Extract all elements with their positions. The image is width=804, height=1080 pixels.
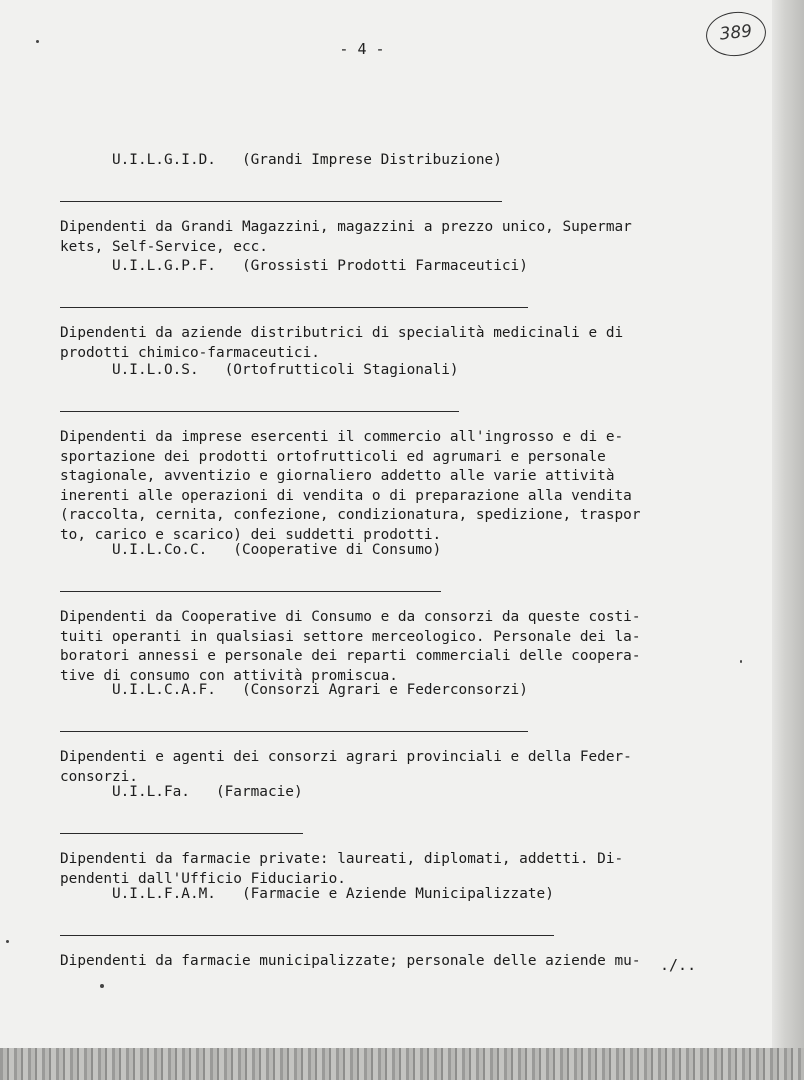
- archive-stamp: 389: [704, 9, 768, 59]
- section-title: (Farmacie e Aziende Municipalizzate): [241, 886, 554, 902]
- body-line: Dipendenti da farmacie private: laureati, diplomati, addetti. Di-: [60, 851, 624, 867]
- scan-speck: [100, 984, 104, 988]
- scan-bottom-strip: [0, 1048, 804, 1080]
- page-number: - 4 -: [339, 40, 385, 58]
- body-line: inerenti alle operazioni di vendita o di preparazione alla vendita: [60, 487, 632, 504]
- body-line: tuiti operanti in qualsiasi settore merceologico. Personale dei la-: [60, 628, 641, 645]
- body-line: Dipendenti da Grandi Magazzini, magazzini a prezzo unico, Supermar: [60, 219, 632, 235]
- section-code: U.I.L.C.A.F.: [111, 682, 216, 698]
- heading-underline: [60, 731, 528, 733]
- heading-underline: [60, 411, 459, 413]
- section-uilgid: [60, 136, 720, 257]
- section-title: (Consorzi Agrari e Federconsorzi): [241, 682, 528, 698]
- scan-speck: [740, 660, 742, 663]
- body-line: Dipendenti da farmacie municipalizzate; personale delle aziende mu-: [60, 953, 641, 969]
- body-line: kets, Self-Service, ecc.: [60, 238, 268, 255]
- section-code: U.I.L.G.I.D.: [111, 152, 216, 168]
- section-code: U.I.L.Co.C.: [111, 542, 208, 558]
- section-title: (Farmacie): [215, 784, 303, 800]
- section-uilgpf: [60, 242, 720, 363]
- scan-speck: [36, 40, 39, 43]
- body-line: tive di consumo con attività promiscua.: [60, 667, 398, 684]
- section-heading: [60, 666, 528, 730]
- section-heading: [60, 870, 554, 934]
- body-line: Dipendenti da imprese esercenti il commercio all'ingrosso e di e-: [60, 429, 624, 445]
- section-heading: [60, 526, 441, 590]
- body-line: Dipendenti da aziende distributrici di specialità medicinali e di: [60, 325, 624, 341]
- section-title: (Grandi Imprese Distribuzione): [241, 152, 502, 168]
- section-code: U.I.L.F.A.M.: [111, 886, 216, 902]
- section-uilcoc: [60, 526, 720, 686]
- page-edge: [772, 0, 804, 1080]
- body-line: prodotti chimico-farmaceutici.: [60, 344, 320, 361]
- body-line: sportazione dei prodotti ortofrutticoli ed agrumari e personale: [60, 448, 606, 465]
- body-line: to, carico e scarico) dei suddetti prodotti.: [60, 526, 442, 543]
- body-line: Dipendenti e agenti dei consorzi agrari provinciali e della Feder-: [60, 749, 632, 765]
- heading-underline: [60, 201, 502, 203]
- section-uilos: [60, 346, 720, 546]
- heading-underline: [60, 833, 303, 835]
- body-line: Dipendenti da Cooperative di Consumo e da consorzi da queste costi-: [60, 609, 641, 625]
- scan-speck: [6, 940, 9, 943]
- section-code: U.I.L.G.P.F.: [111, 258, 216, 274]
- body-line: stagionale, avventizio e giornaliero addetto alle varie attività: [60, 468, 615, 485]
- section-uilfam: [60, 870, 720, 972]
- body-line: (raccolta, cernita, confezione, condizionatura, spedizione, traspor: [60, 507, 641, 524]
- body-line: consorzi.: [60, 768, 138, 785]
- heading-underline: [60, 591, 441, 593]
- section-body: [60, 952, 720, 972]
- section-code: U.I.L.Fa.: [111, 784, 190, 800]
- section-code: U.I.L.O.S.: [111, 362, 199, 378]
- section-heading: [60, 242, 528, 306]
- heading-underline: [60, 307, 528, 309]
- section-title: (Cooperative di Consumo): [233, 542, 442, 558]
- section-title: (Ortofrutticoli Stagionali): [224, 362, 459, 378]
- heading-underline: [60, 935, 554, 937]
- section-title: (Grossisti Prodotti Farmaceutici): [241, 258, 528, 274]
- section-heading: [60, 768, 303, 832]
- section-heading: [60, 346, 459, 410]
- continuation-mark: ./..: [660, 956, 697, 974]
- body-line: boratori annessi e personale dei reparti commerciali delle coopera-: [60, 648, 641, 665]
- body-line: pendenti dall'Ufficio Fiduciario.: [60, 870, 346, 887]
- section-heading: [60, 136, 502, 200]
